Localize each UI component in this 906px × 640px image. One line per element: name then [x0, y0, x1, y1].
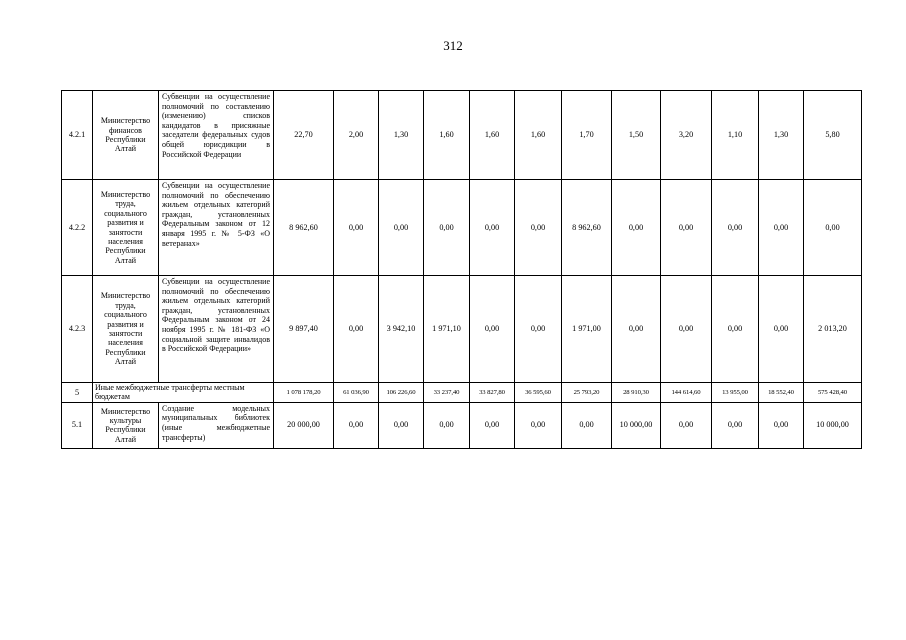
value-cell: 3 942,10	[379, 276, 424, 383]
value-cell: 0,00	[712, 402, 759, 448]
value-cell: 2 013,20	[804, 276, 862, 383]
value-cell: 1,30	[379, 91, 424, 180]
value-cell: 1 078 178,20	[274, 383, 334, 403]
value-cell: 0,00	[759, 402, 804, 448]
value-cell: 5,80	[804, 91, 862, 180]
value-cell: 25 793,20	[562, 383, 612, 403]
budget-table	[61, 90, 862, 449]
value-cell: 0,00	[515, 402, 562, 448]
row-number: 4.2.2	[62, 180, 93, 276]
table-row	[62, 180, 862, 276]
value-cell: 0,00	[612, 180, 661, 276]
value-cell: 0,00	[424, 402, 470, 448]
row-label: Иные межбюджетные трансферты местным бюджетам	[93, 383, 274, 403]
value-cell: 13 955,00	[712, 383, 759, 403]
value-cell: 0,00	[562, 402, 612, 448]
value-cell: 33 827,80	[470, 383, 515, 403]
value-cell: 8 962,60	[274, 180, 334, 276]
organization: Министерство труда, социального развития и занятости населения Республики Алтай	[93, 180, 159, 276]
value-cell: 10 000,00	[804, 402, 862, 448]
value-cell: 0,00	[759, 276, 804, 383]
row-description: Субвенции на осуществление полномочий по обеспечению жильем отдельных категорий граждан, установленных Федеральным законом от 24 ноября 1995 г. № 181-ФЗ «О социальной защите инвалидов в Российской Федерации»	[159, 276, 274, 383]
value-cell: 0,00	[515, 276, 562, 383]
value-cell: 2,00	[334, 91, 379, 180]
row-number: 4.2.3	[62, 276, 93, 383]
row-description: Создание модельных муниципальных библиотек (иные межбюджетные трансферты)	[159, 402, 274, 448]
value-cell: 10 000,00	[612, 402, 661, 448]
value-cell: 575 428,40	[804, 383, 862, 403]
value-cell: 1,70	[562, 91, 612, 180]
table-row	[62, 276, 862, 383]
value-cell: 1,60	[515, 91, 562, 180]
value-cell: 0,00	[334, 180, 379, 276]
value-cell: 28 910,30	[612, 383, 661, 403]
value-cell: 0,00	[334, 402, 379, 448]
organization: Министерство финансов Республики Алтай	[93, 91, 159, 180]
row-number: 4.2.1	[62, 91, 93, 180]
value-cell: 22,70	[274, 91, 334, 180]
organization: Министерство труда, социального развития и занятости населения Республики Алтай	[93, 276, 159, 383]
row-number: 5.1	[62, 402, 93, 448]
value-cell: 0,00	[712, 180, 759, 276]
value-cell: 1,60	[424, 91, 470, 180]
value-cell: 0,00	[379, 402, 424, 448]
value-cell: 0,00	[334, 276, 379, 383]
value-cell: 0,00	[712, 276, 759, 383]
value-cell: 0,00	[470, 402, 515, 448]
value-cell: 0,00	[612, 276, 661, 383]
value-cell: 106 226,60	[379, 383, 424, 403]
row-number: 5	[62, 383, 93, 403]
table-row	[62, 402, 862, 448]
value-cell: 1,30	[759, 91, 804, 180]
value-cell: 1,60	[470, 91, 515, 180]
value-cell: 0,00	[759, 180, 804, 276]
value-cell: 0,00	[661, 402, 712, 448]
page-number: 312	[443, 38, 463, 53]
value-cell: 1 971,00	[562, 276, 612, 383]
value-cell: 0,00	[804, 180, 862, 276]
value-cell: 20 000,00	[274, 402, 334, 448]
value-cell: 61 036,90	[334, 383, 379, 403]
table-row	[62, 383, 862, 403]
value-cell: 0,00	[379, 180, 424, 276]
row-description: Субвенции на осуществление полномочий по составлению (изменению) списков кандидатов в присяжные заседатели федеральных судов общей юрисдикции в Российской Федерации	[159, 91, 274, 180]
value-cell: 1,10	[712, 91, 759, 180]
value-cell: 1 971,10	[424, 276, 470, 383]
value-cell: 144 614,60	[661, 383, 712, 403]
value-cell: 18 552,40	[759, 383, 804, 403]
value-cell: 0,00	[470, 276, 515, 383]
value-cell: 0,00	[424, 180, 470, 276]
value-cell: 9 897,40	[274, 276, 334, 383]
value-cell: 0,00	[661, 276, 712, 383]
row-description: Субвенции на осуществление полномочий по обеспечению жильем отдельных категорий граждан, установленных Федеральным законом от 12 января 1995 г. № 5-ФЗ «О ветеранах»	[159, 180, 274, 276]
value-cell: 0,00	[515, 180, 562, 276]
value-cell: 1,50	[612, 91, 661, 180]
value-cell: 0,00	[661, 180, 712, 276]
value-cell: 36 595,60	[515, 383, 562, 403]
value-cell: 33 237,40	[424, 383, 470, 403]
table-row	[62, 91, 862, 180]
value-cell: 3,20	[661, 91, 712, 180]
value-cell: 0,00	[470, 180, 515, 276]
organization: Министерство культуры Республики Алтай	[93, 402, 159, 448]
value-cell: 8 962,60	[562, 180, 612, 276]
